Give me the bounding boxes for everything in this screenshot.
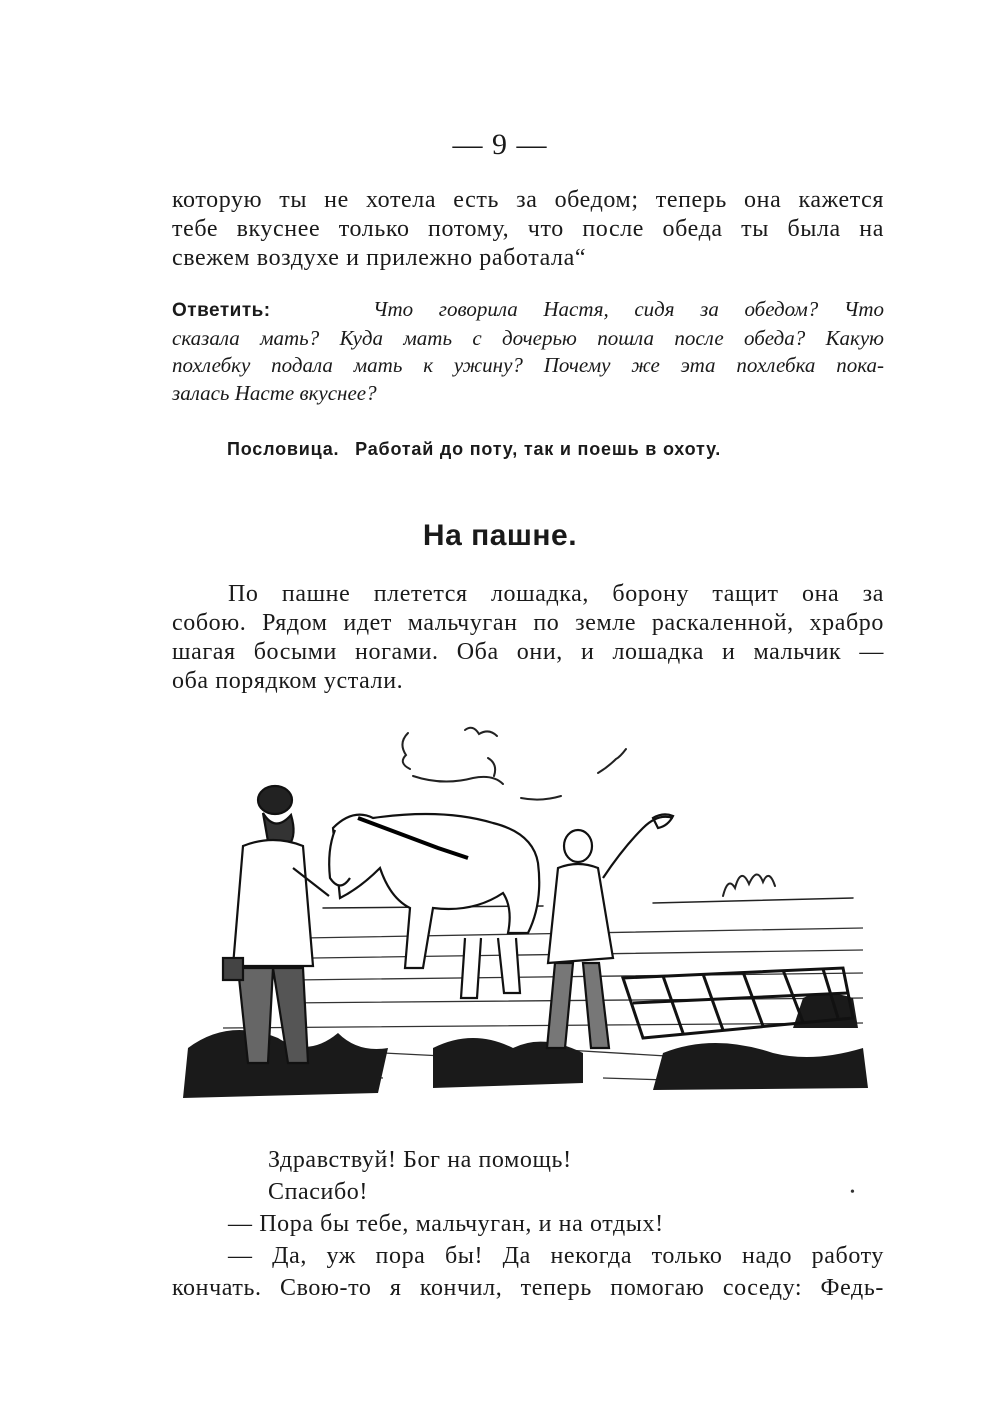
question-text: Что говорила Настя, сидя за обедом? Что bbox=[373, 297, 884, 321]
dialogue-line: Здравствуй! Бог на помощь! bbox=[268, 1147, 572, 1173]
proverb-text: Работай до поту, так и поешь в охоту. bbox=[355, 439, 722, 459]
section-title: На пашне. bbox=[422, 519, 578, 552]
plowing-illustration bbox=[183, 718, 873, 1108]
questions-label: Ответить: bbox=[172, 300, 271, 321]
text-line: сказала мать? Куда мать с дочерью пошла после обеда? Какую bbox=[172, 325, 884, 350]
proverb-label: Пословица. bbox=[227, 439, 340, 459]
paragraph-continued bbox=[172, 186, 884, 273]
print-speck: • bbox=[850, 1185, 855, 1200]
text-line bbox=[172, 296, 884, 325]
text-line: похлебку подала мать к ужину? Почему же эта похлебка пока- bbox=[172, 353, 884, 377]
questions-block bbox=[172, 296, 884, 407]
text-line: свежем воздухе и прилежно работала“ bbox=[172, 245, 587, 271]
text-line: собою. Рядом идет мальчуган по земле раскаленной, храбро bbox=[172, 610, 884, 636]
proverb bbox=[227, 439, 721, 460]
story-paragraph bbox=[172, 580, 884, 696]
text-line: которую ты не хотела есть за обедом; теперь она кажется bbox=[172, 187, 884, 213]
text-line: залась Насте вкуснее? bbox=[172, 380, 377, 405]
text-line: тебе вкуснее только потому, что после обеда ты была на bbox=[172, 216, 884, 242]
dialogue-line: кончать. Свою-то я кончил, теперь помогаю соседу: Федь- bbox=[172, 1275, 884, 1301]
page-number: — 9 — bbox=[452, 128, 548, 161]
text-line: По пашне плетется лошадка, борону тащит она за bbox=[228, 581, 884, 607]
dialogue-line: — Да, уж пора бы! Да некогда только надо работу bbox=[228, 1243, 884, 1269]
dialogue-line: Спасибо! bbox=[268, 1179, 369, 1205]
text-line: оба порядком устали. bbox=[172, 668, 404, 694]
text-line: шагая босыми ногами. Оба они, и лошадка и мальчик — bbox=[172, 639, 884, 665]
dialogue-block bbox=[172, 1144, 884, 1304]
dialogue-line: — Пора бы тебе, мальчуган, и на отдых! bbox=[228, 1211, 664, 1237]
